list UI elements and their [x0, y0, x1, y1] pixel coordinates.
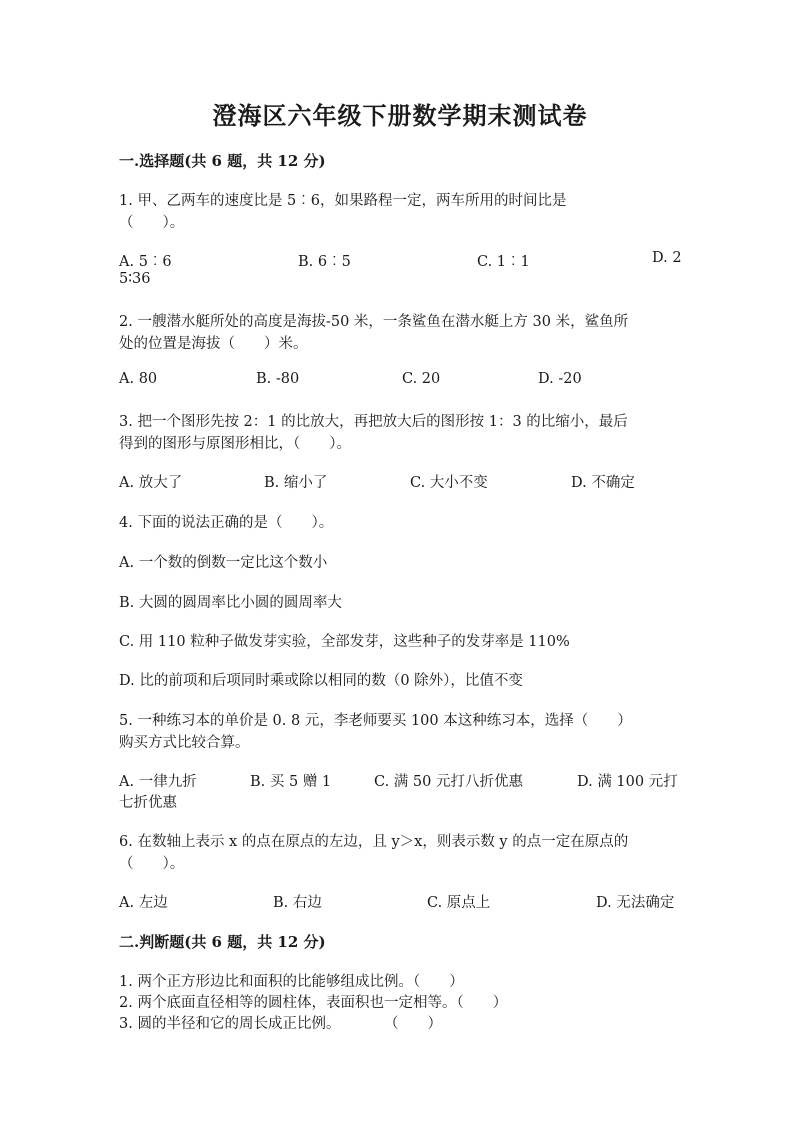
question-5-line-1: 5. 一种练习本的单价是 0. 8 元，李老师要买 100 本这种练习本，选择（ ） [119, 713, 632, 729]
question-1-option-b: B. 6︰5 [298, 254, 351, 270]
question-2-option-c: C. 20 [402, 371, 441, 387]
question-5-option-d-continued: 七折优惠 [119, 795, 177, 811]
question-1-option-c: C. 1︰1 [477, 254, 530, 270]
question-1-line-2: （ ）。 [119, 215, 185, 231]
question-3-option-d: D. 不确定 [571, 475, 635, 491]
page-title: 澄海区六年级下册数学期末测试卷 [212, 101, 588, 130]
question-2-line-2: 处的位置是海拔（ ）米。 [119, 336, 308, 352]
question-3-line-2: 得到的图形与原图形相比，（ ）。 [119, 436, 351, 452]
question-2-option-d: D. -20 [538, 371, 582, 387]
question-2-line-1: 2. 一艘潜水艇所处的高度是海拔-50 米，一条鲨鱼在潜水艇上方 30 米，鲨鱼所 [119, 314, 629, 330]
question-6-option-a: A. 左边 [119, 895, 168, 911]
judgement-item-2: 2. 两个底面直径相等的圆柱体，表面积也一定相等。（ ） [119, 995, 508, 1011]
question-4-option-b: B. 大圆的圆周率比小圆的圆周率大 [119, 595, 342, 611]
question-5-option-d: D. 满 100 元打 [577, 774, 678, 790]
judgement-item-3: 3. 圆的半径和它的周长成正比例。 （ ） [119, 1016, 442, 1032]
question-4-option-a: A. 一个数的倒数一定比这个数小 [119, 555, 328, 571]
question-1-option-d-continued: 5∶36 [119, 271, 151, 287]
section-heading-choice: 一.选择题(共 6 题，共 12 分) [119, 152, 326, 170]
judgement-item-1: 1. 两个正方形边比和面积的比能够组成比例。（ ） [119, 974, 464, 990]
question-1-line-1: 1. 甲、乙两车的速度比是 5︰6，如果路程一定，两车所用的时间比是 [119, 193, 567, 209]
question-6-line-2: （ ）。 [119, 856, 185, 872]
question-3-option-c: C. 大小不变 [410, 475, 488, 491]
question-6-option-b: B. 右边 [273, 895, 322, 911]
question-1-option-a: A. 5︰6 [119, 254, 172, 270]
section-heading-judgement: 二.判断题(共 6 题，共 12 分) [119, 933, 326, 951]
question-6-option-d: D. 无法确定 [596, 895, 675, 911]
question-3-option-b: B. 缩小了 [264, 475, 328, 491]
question-3-option-a: A. 放大了 [119, 475, 183, 491]
question-5-option-b: B. 买 5 赠 1 [250, 774, 332, 790]
question-6-line-1: 6. 在数轴上表示 x 的点在原点的左边，且 y＞x，则表示数 y 的点一定在原点的 [119, 834, 629, 850]
question-3-line-1: 3. 把一个图形先按 2：1 的比放大，再把放大后的图形按 1：3 的比缩小，最后 [119, 414, 628, 430]
question-6-option-c: C. 原点上 [427, 895, 491, 911]
question-4-option-c: C. 用 110 粒种子做发芽实验，全部发芽，这些种子的发芽率是 110% [119, 634, 570, 650]
question-4-option-d: D. 比的前项和后项同时乘或除以相同的数（0 除外），比值不变 [119, 673, 523, 689]
question-5-option-a: A. 一律九折 [119, 774, 197, 790]
question-5-line-2: 购买方式比较合算。 [119, 735, 250, 751]
question-2-option-a: A. 80 [119, 371, 158, 387]
question-4-line-1: 4. 下面的说法正确的是（ ）。 [119, 515, 334, 531]
question-5-option-c: C. 满 50 元打八折优惠 [374, 774, 523, 790]
question-1-option-d: D. 2 [652, 250, 682, 266]
question-2-option-b: B. -80 [256, 371, 300, 387]
